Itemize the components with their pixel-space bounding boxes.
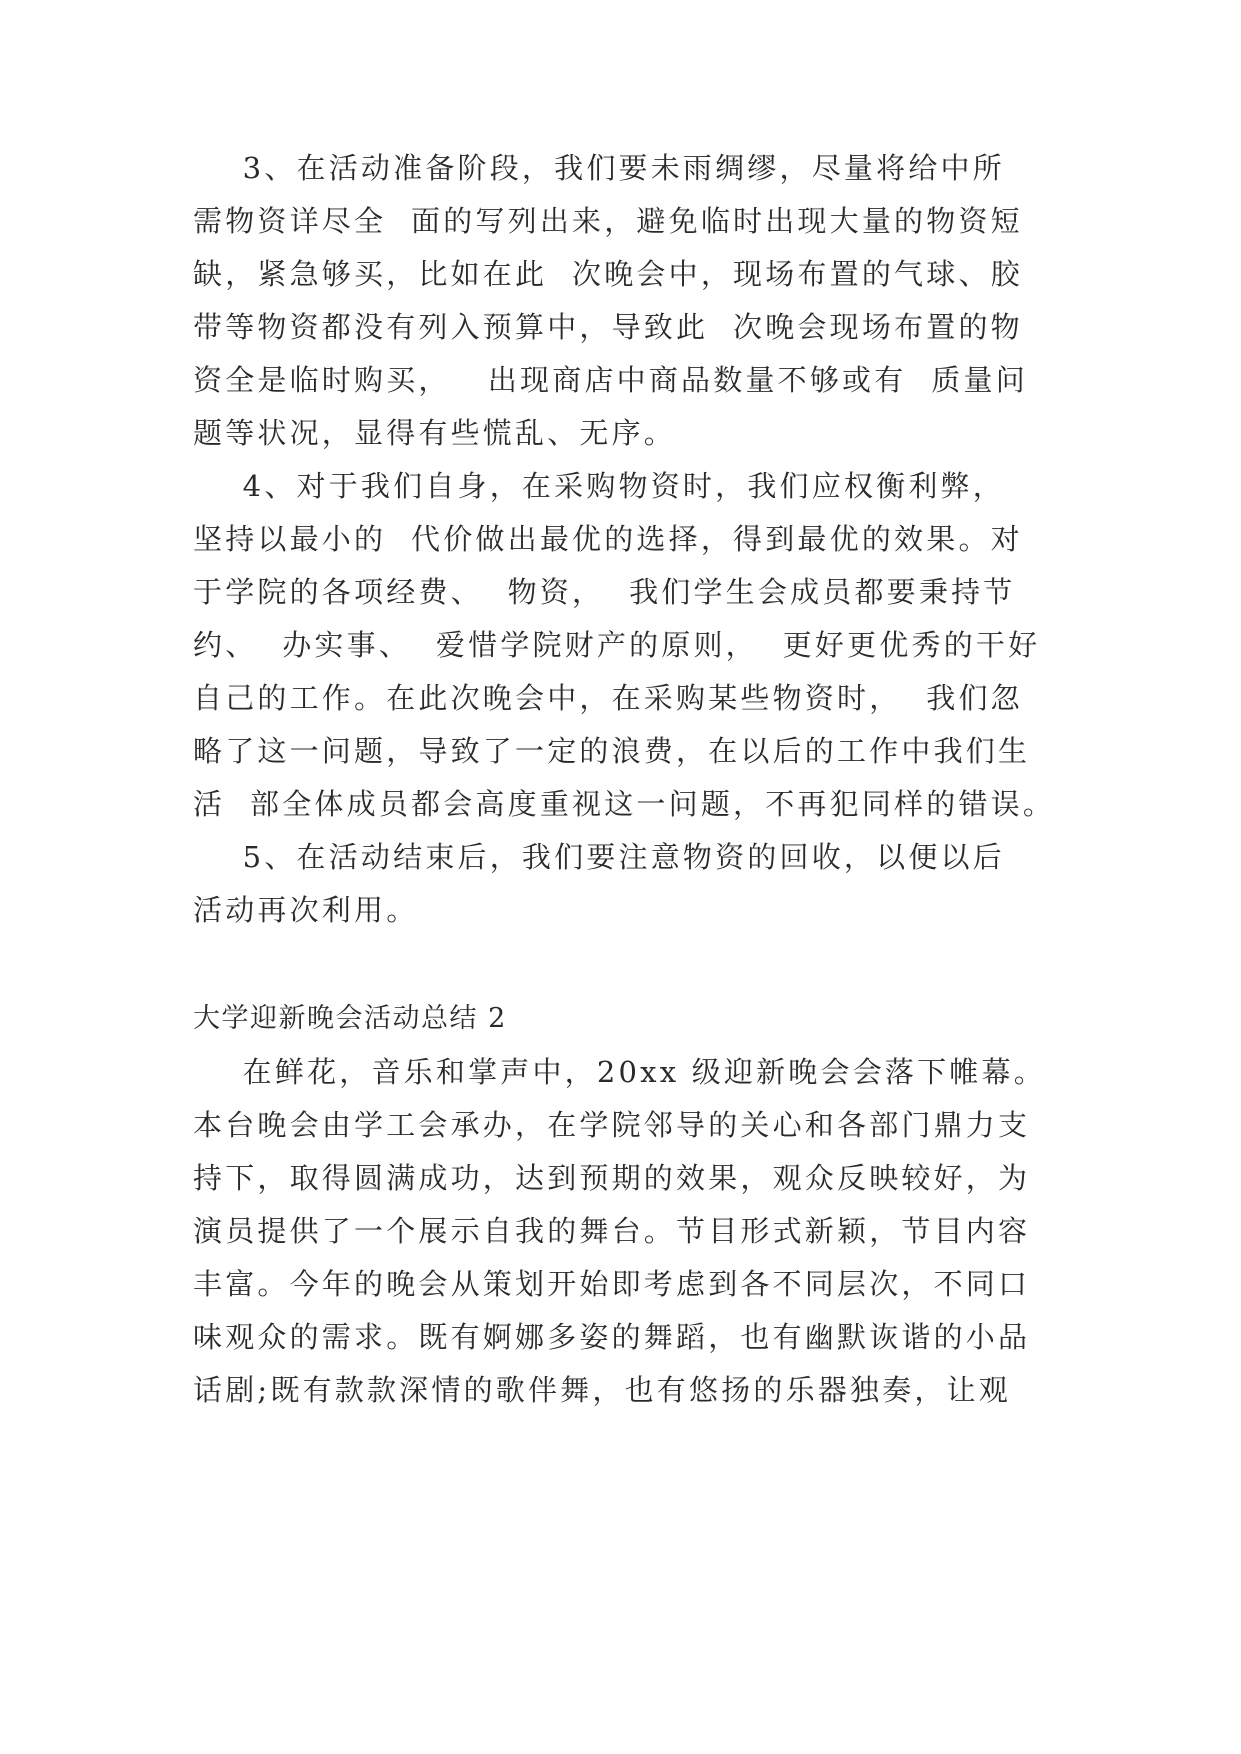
paragraph-4-line-1: 4、对于我们自身，在采购物资时，我们应权衡利弊， xyxy=(193,469,1005,503)
paragraph-3-line-3: 缺，紧急够买，比如在此 次晚会中，现场布置的气球、胶 xyxy=(193,257,1023,291)
paragraph-4-line-3: 于学院的各项经费、 物资， 我们学生会成员都要秉持节 xyxy=(193,575,1016,609)
intro-line-1: 在鲜花，音乐和掌声中，20xx 级迎新晚会会落下帷幕。 xyxy=(193,1055,1046,1089)
paragraph-4-line-7: 活 部全体成员都会高度重视这一问题，不再犯同样的错误。 xyxy=(193,787,1056,821)
paragraph-5-line-2: 活动再次利用。 xyxy=(193,893,419,927)
paragraph-5-line-1: 5、在活动结束后，我们要注意物资的回收，以便以后 xyxy=(193,840,1005,874)
paragraph-3-line-2: 需物资详尽全 面的写列出来，避免临时出现大量的物资短 xyxy=(193,204,1023,238)
paragraph-3-line-5: 资全是临时购买， 出现商店中商品数量不够或有 质量问 xyxy=(193,363,1028,397)
paragraph-4-line-4: 约、 办实事、 爱惜学院财产的原则， 更好更优秀的干好 xyxy=(193,628,1041,662)
intro-line-4: 演员提供了一个展示自我的舞台。节目形式新颖，节目内容 xyxy=(193,1214,1031,1248)
intro-line-5: 丰富。今年的晚会从策划开始即考虑到各不同层次，不同口 xyxy=(193,1267,1031,1301)
intro-line-7: 话剧;既有款款深情的歌伴舞，也有悠扬的乐器独奏，让观 xyxy=(193,1373,1011,1407)
intro-line-3: 持下，取得圆满成功，达到预期的效果，观众反映较好，为 xyxy=(193,1161,1031,1195)
intro-line-6: 味观众的需求。既有婀娜多姿的舞蹈，也有幽默诙谐的小品 xyxy=(193,1320,1031,1354)
section-title: 大学迎新晚会活动总结 2 xyxy=(193,1003,507,1034)
paragraph-4-line-6: 略了这一问题，导致了一定的浪费，在以后的工作中我们生 xyxy=(193,734,1031,768)
paragraph-3-line-1: 3、在活动准备阶段，我们要未雨绸缪，尽量将给中所 xyxy=(193,151,1005,185)
paragraph-3-line-6: 题等状况，显得有些慌乱、无序。 xyxy=(193,416,677,450)
paragraph-4-line-2: 坚持以最小的 代价做出最优的选择，得到最优的效果。对 xyxy=(193,522,1023,556)
paragraph-3-line-4: 带等物资都没有列入预算中，导致此 次晚会现场布置的物 xyxy=(193,310,1023,344)
paragraph-4-line-5: 自己的工作。在此次晚会中，在采购某些物资时， 我们忽 xyxy=(193,681,1023,715)
intro-line-2: 本台晚会由学工会承办，在学院邻导的关心和各部门鼎力支 xyxy=(193,1108,1031,1142)
